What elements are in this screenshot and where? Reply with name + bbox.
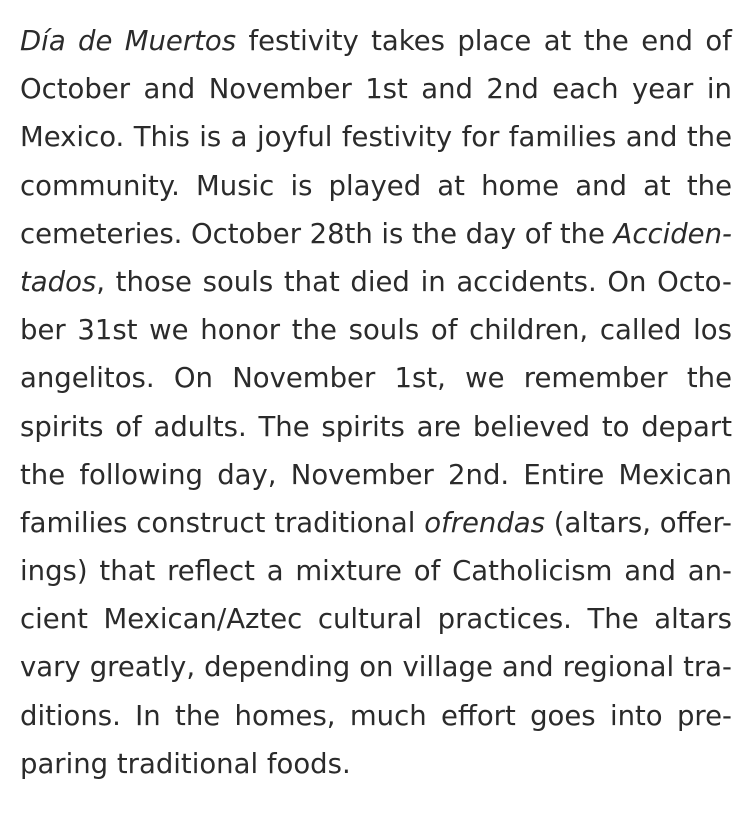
word: is	[290, 169, 313, 202]
word: practices.	[437, 603, 572, 636]
text-line	[20, 210, 732, 258]
word: Music	[196, 169, 275, 202]
text-line	[20, 17, 732, 65]
word: tra-	[683, 651, 732, 684]
word: November	[290, 458, 434, 491]
word: children,	[469, 314, 589, 347]
word: Mexico.	[20, 121, 125, 154]
word: altars	[654, 603, 732, 636]
word: souls	[348, 314, 420, 347]
word: souls	[202, 265, 274, 298]
word: the	[686, 121, 732, 154]
word: year	[632, 73, 694, 106]
word: are	[416, 410, 462, 443]
word: greatly,	[89, 651, 196, 684]
word: place	[457, 25, 532, 57]
italic-word: Día	[20, 25, 66, 57]
word: depending	[204, 651, 351, 684]
word: played	[328, 169, 422, 202]
text-line	[20, 354, 732, 402]
word: offer-	[659, 506, 732, 539]
word: at	[543, 25, 572, 57]
word: pre-	[676, 699, 732, 732]
word: ings)	[20, 555, 88, 588]
word: the	[20, 458, 66, 491]
word: depart	[641, 410, 732, 443]
word: The	[258, 410, 310, 443]
word: festivity	[341, 121, 453, 154]
word: of	[115, 410, 142, 443]
word: for	[461, 121, 500, 154]
word: of	[430, 314, 458, 347]
text-line	[20, 162, 732, 210]
italic-word: de	[78, 25, 113, 57]
word: believed	[472, 410, 591, 443]
word: 1st,	[394, 362, 446, 395]
text-line	[20, 451, 732, 499]
word: joyful	[256, 121, 333, 154]
word: 28th	[309, 217, 373, 250]
word: home	[481, 169, 560, 202]
word: following	[79, 458, 203, 491]
word: construct	[136, 506, 266, 539]
word: effort	[440, 699, 516, 732]
word: a	[230, 121, 248, 154]
word: honor	[200, 314, 281, 347]
word: at	[643, 169, 671, 202]
word: the	[686, 362, 732, 395]
word: of	[413, 555, 441, 588]
italic-word: tados	[20, 265, 97, 298]
word: at	[437, 169, 465, 202]
word: Octo-	[657, 265, 732, 298]
word: regional	[562, 651, 675, 684]
word: day,	[217, 458, 277, 491]
word: into	[609, 699, 663, 732]
italic-word: Muertos	[124, 25, 237, 57]
word: that	[99, 555, 156, 588]
word: community.	[20, 169, 180, 202]
italic-word: ofrendas	[424, 506, 545, 539]
text-line	[20, 306, 732, 354]
word: This	[133, 121, 190, 154]
word: cultural	[317, 603, 423, 636]
word: spirits	[321, 410, 405, 443]
word: and	[624, 555, 676, 588]
word: goes	[530, 699, 596, 732]
word: the	[583, 25, 629, 57]
word: Mexican/Aztec	[103, 603, 303, 636]
word: a	[266, 555, 284, 588]
word: ber	[20, 314, 66, 347]
word: in	[420, 265, 446, 298]
word: cemeteries.	[20, 217, 183, 250]
word: 1st	[365, 73, 408, 106]
word: an-	[687, 555, 732, 588]
word: of	[705, 25, 732, 57]
word: village	[402, 651, 493, 684]
word: the	[175, 699, 221, 732]
word: end	[641, 25, 693, 57]
word: accidents.	[456, 265, 597, 298]
word: festivity	[248, 25, 359, 57]
word: tados,	[20, 265, 105, 298]
word: Catholicism	[452, 555, 613, 588]
word: On	[607, 265, 647, 298]
italic-word: Acciden-	[613, 217, 732, 250]
word: and	[575, 169, 627, 202]
text-line	[20, 595, 732, 643]
word: October	[190, 217, 302, 250]
word: each	[552, 73, 619, 106]
word: 31st	[77, 314, 138, 347]
word: In	[135, 699, 161, 732]
text-line	[20, 113, 732, 161]
text-line	[20, 258, 732, 306]
word: families	[508, 121, 617, 154]
word: takes	[371, 25, 445, 57]
word: and	[143, 73, 196, 106]
word: families	[20, 506, 128, 539]
word: November	[232, 362, 376, 395]
text-run: paring traditional foods.	[20, 747, 351, 780]
word: cient	[20, 603, 88, 636]
word: Entire	[523, 458, 605, 491]
word: called	[599, 314, 682, 347]
body-paragraph	[20, 17, 732, 788]
text-line	[20, 499, 732, 547]
word: 2nd	[486, 73, 539, 106]
text-line	[20, 65, 732, 113]
word: the	[686, 169, 732, 202]
word: Mexican	[618, 458, 732, 491]
word: of	[524, 217, 552, 250]
word: died	[350, 265, 410, 298]
word: the	[559, 217, 605, 250]
text-line	[20, 547, 732, 595]
word: ditions.	[20, 699, 121, 732]
word: and	[501, 651, 554, 684]
word: October	[20, 73, 131, 106]
word: angelitos.	[20, 362, 155, 395]
word: vary	[20, 651, 81, 684]
word: day	[465, 217, 517, 250]
word: homes,	[234, 699, 336, 732]
word: adults.	[153, 410, 247, 443]
word: is	[199, 121, 222, 154]
text-line	[20, 643, 732, 691]
word: mixture	[295, 555, 402, 588]
word: that	[283, 265, 340, 298]
word: we	[465, 362, 505, 395]
word: and	[625, 121, 678, 154]
text-line	[20, 403, 732, 451]
text-line	[20, 692, 732, 740]
word: in	[706, 73, 732, 106]
word: and	[421, 73, 473, 106]
word: is	[381, 217, 404, 250]
text-line	[20, 740, 732, 788]
word: the	[411, 217, 458, 250]
word: On	[173, 362, 213, 395]
word: traditional	[274, 506, 416, 539]
word: reflect	[167, 555, 255, 588]
word: much	[349, 699, 427, 732]
word: the	[291, 314, 337, 347]
word: November	[208, 73, 352, 106]
word: we	[149, 314, 189, 347]
word: spirits	[20, 410, 104, 443]
word: on	[359, 651, 394, 684]
word: (altars,	[553, 506, 651, 539]
word: remember	[523, 362, 668, 395]
word: to	[601, 410, 630, 443]
word: those	[115, 265, 192, 298]
word: 2nd.	[448, 458, 510, 491]
word: los	[693, 314, 732, 347]
word: The	[587, 603, 639, 636]
